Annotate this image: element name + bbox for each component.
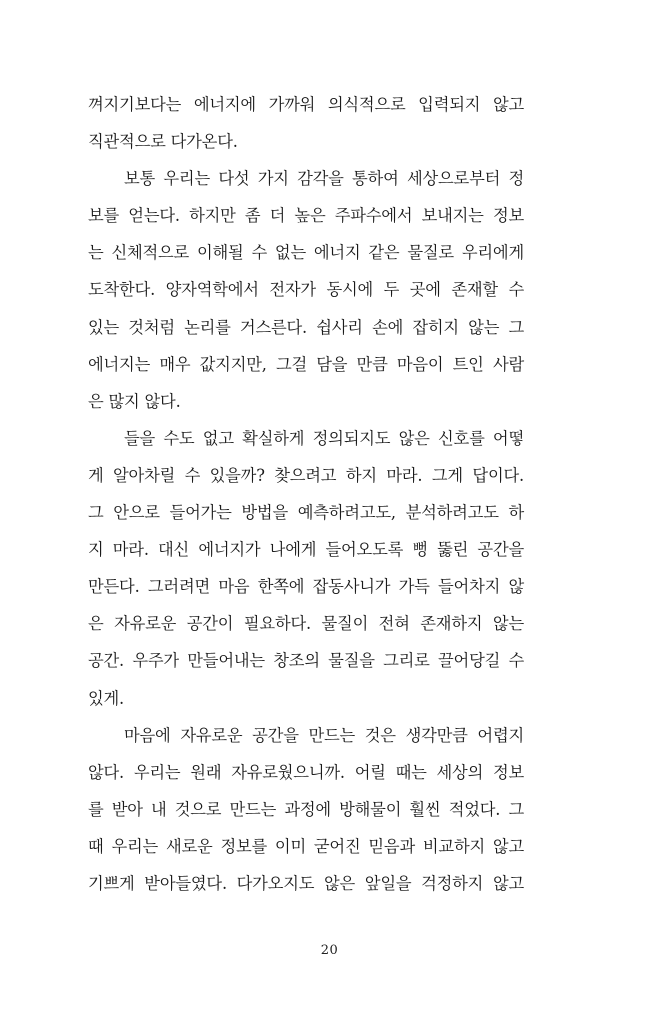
text-line: 를 받아 내 것으로 만드는 과정에 방해물이 훨씬 적었다. 그 bbox=[88, 799, 524, 819]
text-line: 만든다. 그러려면 마음 한쪽에 잡동사니가 가득 들어차지 않 bbox=[88, 577, 524, 597]
text-line: 지 마라. 대신 에너지가 나에게 들어오도록 뻥 뚫린 공간을 bbox=[88, 540, 524, 560]
text-line: 게 알아차릴 수 있을까? 찾으려고 하지 마라. 그게 답이다. bbox=[88, 465, 524, 485]
body-text bbox=[88, 86, 524, 902]
text-line: 보를 얻는다. 하지만 좀 더 높은 주파수에서 보내지는 정보 bbox=[88, 206, 524, 226]
text-line: 은 많지 않다. bbox=[88, 391, 181, 411]
text-line: 직관적으로 다가온다. bbox=[88, 132, 238, 152]
text-line: 에너지는 매우 값지지만, 그걸 담을 만큼 마음이 트인 사람 bbox=[88, 354, 524, 374]
text-line: 기쁘게 받아들였다. 다가오지도 않은 앞일을 걱정하지 않고 bbox=[88, 873, 524, 893]
text-line: 그 안으로 들어가는 방법을 예측하려고도, 분석하려고도 하 bbox=[88, 503, 524, 523]
text-line: 껴지기보다는 에너지에 가까워 의식적으로 입력되지 않고 bbox=[88, 95, 524, 114]
text-line: 있는 것처럼 논리를 거스른다. 쉽사리 손에 잡히지 않는 그 bbox=[88, 317, 524, 337]
text-line: 않다. 우리는 원래 자유로웠으니까. 어릴 때는 세상의 정보 bbox=[88, 762, 524, 782]
text-line: 도착한다. 양자역학에서 전자가 동시에 두 곳에 존재할 수 bbox=[88, 280, 524, 300]
text-line: 는 신체적으로 이해될 수 없는 에너지 같은 물질로 우리에게 bbox=[88, 243, 524, 263]
text-line: 마음에 자유로운 공간을 만드는 것은 생각만큼 어렵지 bbox=[124, 725, 524, 745]
text-line: 보통 우리는 다섯 가지 감각을 통하여 세상으로부터 정 bbox=[124, 169, 524, 189]
text-line: 은 자유로운 공간이 필요하다. 물질이 전혀 존재하지 않는 bbox=[88, 614, 524, 634]
text-line: 때 우리는 새로운 정보를 이미 굳어진 믿음과 비교하지 않고 bbox=[88, 836, 524, 856]
page-number: 20 bbox=[320, 943, 339, 958]
text-line: 들을 수도 없고 확실하게 정의되지도 않은 신호를 어떻 bbox=[124, 428, 524, 448]
text-line: 있게. bbox=[88, 688, 125, 708]
text-line: 공간. 우주가 만들어내는 창조의 물질을 그리로 끌어당길 수 bbox=[88, 651, 524, 671]
